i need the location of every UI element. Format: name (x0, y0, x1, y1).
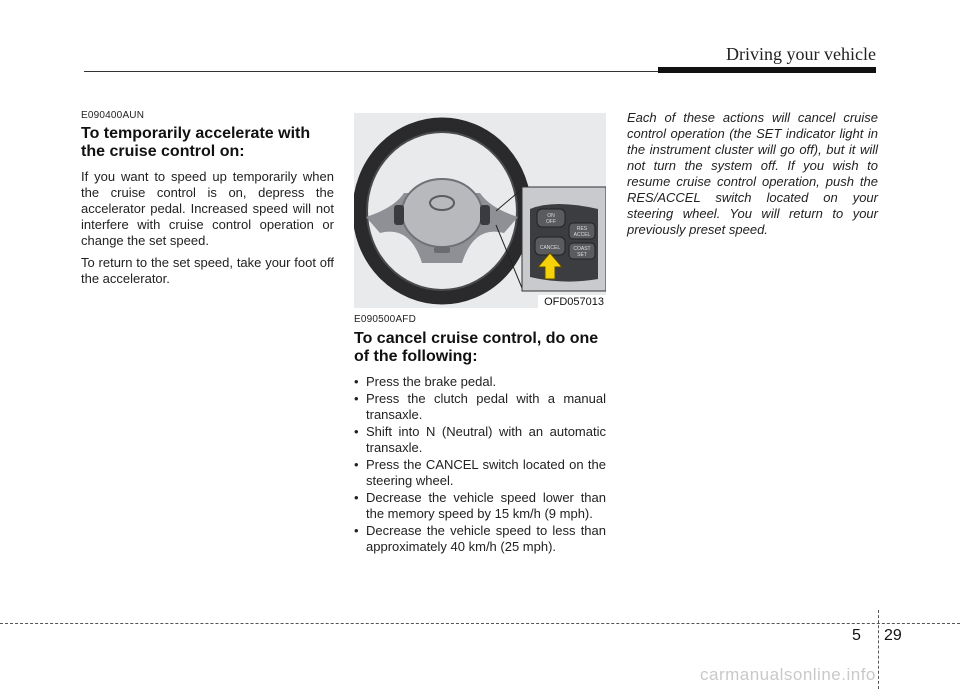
section-title: Driving your vehicle (726, 44, 876, 64)
section-code: E090400AUN (81, 110, 145, 121)
header-rule (84, 71, 660, 72)
svg-text:SET: SET (577, 252, 587, 258)
section-heading: To cancel cruise control, do one of the following: (354, 330, 599, 365)
list-item: • Shift into N (Neutral) with an automatic transaxle. (354, 424, 606, 455)
list-item: • Press the clutch pedal with a manual transaxle. (354, 391, 606, 422)
footer-divider (878, 610, 879, 689)
steering-wheel-figure (354, 113, 606, 308)
right-column (627, 110, 878, 244)
left-column (81, 110, 334, 293)
figure-code: OFD057013 (538, 295, 606, 308)
section-heading: To temporarily accelerate with the cruise control on: (81, 125, 311, 160)
svg-text:ACCEL: ACCEL (573, 232, 591, 238)
section-code: E090500AFD (354, 314, 417, 325)
list-item: • Decrease the vehicle speed lower than the memory speed by 15 km/h (9 mph). (354, 490, 606, 521)
paragraph: Each of these actions will cancel cruise control operation (the SET indicator light in the instrument cluster will go off), but it will not turn the system off. If you wish to resume cruise control operation, push the RES/ACCEL switch located on your steering wheel. You will return to your previously preset speed. (627, 110, 878, 237)
list-item: • Decrease the vehicle speed to less than approximately 40 km/h (25 mph). (354, 523, 606, 554)
svg-text:OFF: OFF (546, 219, 556, 225)
steering-wheel-illustration (354, 113, 606, 308)
middle-column (354, 314, 606, 556)
list-item: • Press the CANCEL switch located on the steering wheel. (354, 457, 606, 488)
cancel-label: CANCEL (539, 245, 561, 251)
cancel-conditions-list (354, 374, 606, 555)
paragraph: If you want to speed up temporarily when the cruise control is on, depress the accelerator pedal. Increased speed will not interfere with cruise control operation or change the set speed. (81, 169, 334, 248)
page-number: 29 (884, 627, 902, 644)
coast-set-label: COAST (573, 246, 591, 252)
watermark: carmanualsonline.info (700, 665, 876, 684)
chapter-number: 5 (852, 627, 861, 644)
list-item: • Press the brake pedal. (354, 374, 497, 389)
on-off-label: ON (547, 213, 555, 219)
footer-rule (0, 623, 960, 624)
paragraph: To return to the set speed, take your foot off the accelerator. (81, 255, 334, 286)
header-rule-accent (658, 67, 876, 73)
res-accel-label: RES (576, 226, 588, 232)
